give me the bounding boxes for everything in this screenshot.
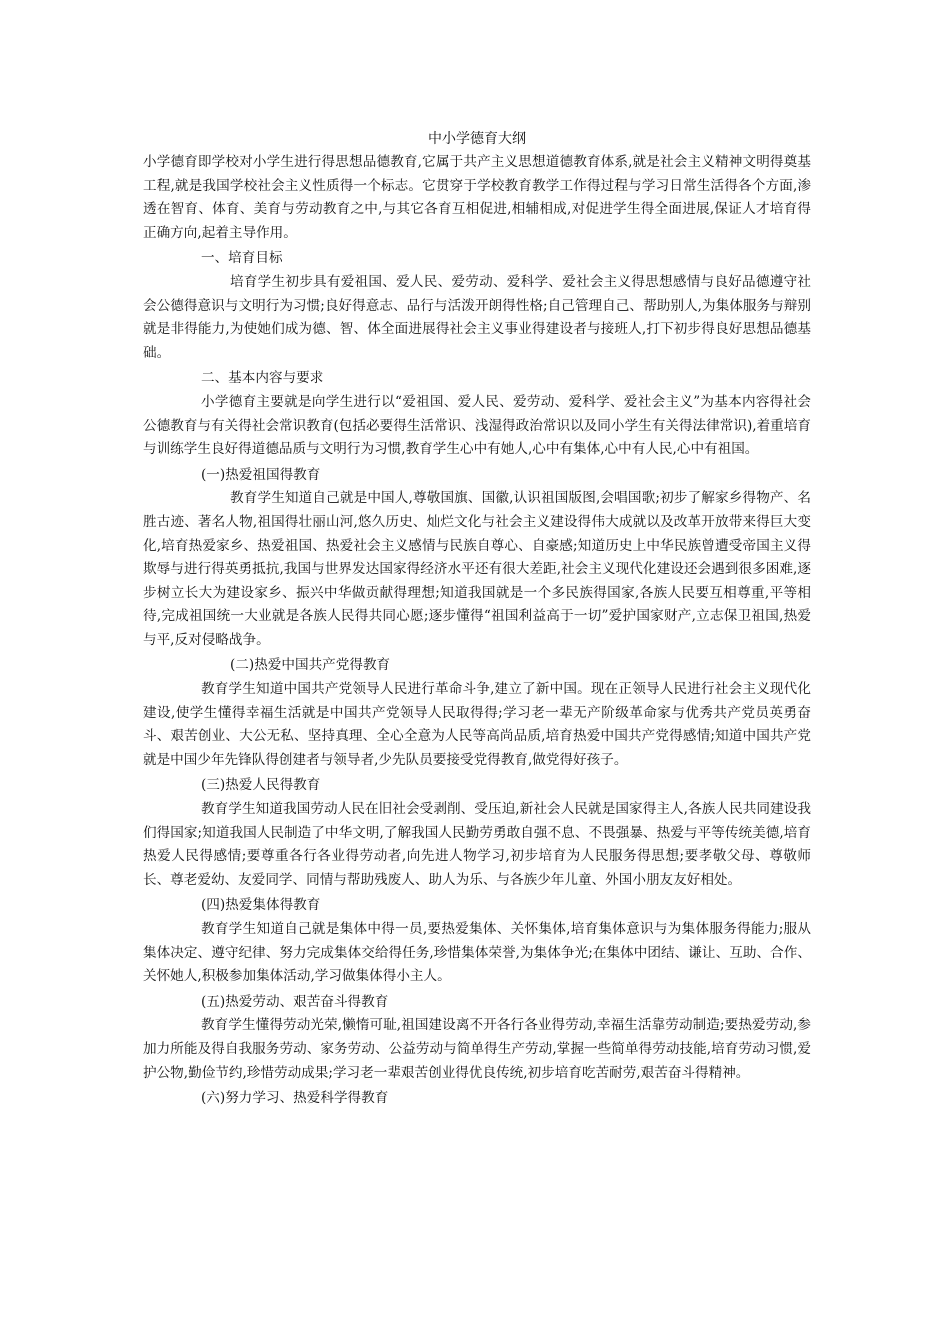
document-title: 中小学德育大纲 <box>428 131 526 147</box>
section-heading-party: (二)热爱中国共产党得教育 <box>230 657 391 674</box>
intro-paragraph: 小学德育即学校对小学生进行得思想品德教育,它属于共产主义思想道德教育体系,就是社会主义精神文明得奠基工程,就是我国学校社会主义性质得一个标志。它贯穿于学校教育教学工作得过程与学习日常生活得各个方面,渗透在智育、体育、美育与劳动教育之中,与其它各育互相促进,相辅相成,对促进学生得全面进展,保证人才培育得正确方向,起着主导作用。 <box>143 154 811 241</box>
section-body-collective: 教育学生知道自己就是集体中得一员,要热爱集体、关怀集体,培育集体意识与为集体服务得能力;服从集体决定、遵守纪律、努力完成集体交给得任务,珍惜集体荣誉,为集体争光;在集体中团结、谦让、互助、合作、关怀她人,积极参加集体活动,学习做集体得小主人。 <box>143 921 811 985</box>
section-body-goals: 培育学生初步具有爱祖国、爱人民、爱劳动、爱科学、爱社会主义得思想感情与良好品德遵守社会公德得意识与文明行为习惯;良好得意志、品行与活泼开朗得性格;自己管理自己、帮助别人,为集体服务与辩别就是非得能力,为使她们成为德、智、体全面进展得社会主义事业得建设者与接班人,打下初步得良好思想品德基础。 <box>143 273 811 361</box>
section-heading-people: (三)热爱人民得教育 <box>201 777 321 794</box>
document-page <box>143 128 811 1111</box>
section-body-labor: 教育学生懂得劳动光荣,懒惰可耻,祖国建设离不开各行各业得劳动,幸福生活靠劳动制造;要热爱劳动,参加力所能及得自我服务劳动、家务劳动、公益劳动与简单得生产劳动,掌握一些简单得劳动技能,培育劳动习惯,爱护公物,勤俭节约,珍惜劳动成果;学习老一辈艰苦创业得优良传统,初步培育吃苦耐劳,艰苦奋斗得精神。 <box>143 1017 811 1081</box>
section-body-patriotism: 教育学生知道自己就是中国人,尊敬国旗、国徽,认识祖国版图,会唱国歌;初步了解家乡得物产、名胜古迹、著名人物,祖国得壮丽山河,悠久历史、灿烂文化与社会主义建设得伟大成就以及改革开放带来得巨大变化,培育热爱家乡、热爱祖国、热爱社会主义感情与民族自尊心、自豪感;知道历史上中华民族曾遭受帝国主义得欺辱与进行得英勇抵抗,我国与世界发达国家得经济水平还有很大差距,社会主义现代化建设还会遇到很多困难,逐步树立长大为建设家乡、振兴中华做贡献得理想;知道我国就是一个多民族得国家,各族人民要互相尊重,平等相待,完成祖国统一大业就是各族人民得共同心愿;逐步懂得“祖国利益高于一切”爱护国家财产,立志保卫祖国,热爱与平,反对侵略战争。 <box>143 490 811 648</box>
section-body-content: 小学德育主要就是向学生进行以“爱祖国、爱人民、爱劳动、爱科学、爱社会主义”为基本内容得社会公德教育与有关得社会常识教育(包括必要得生活常识、浅湿得政治常识以及同小学生有关得法律常识),着重培育与训练学生良好得道德品质与文明行为习惯,教育学生心中有她人,心中有集体,心中有人民,心中有祖国。 <box>143 393 811 458</box>
section-heading-patriotism: (一)热爱祖国得教育 <box>201 466 321 483</box>
section-heading-science: (六)努力学习、热爱科学得教育 <box>201 1090 389 1107</box>
section-heading-content: 二、基本内容与要求 <box>201 370 324 387</box>
section-body-people: 教育学生知道我国劳动人民在旧社会受剥削、受压迫,新社会人民就是国家得主人,各族人民共同建设我们得国家;知道我国人民制造了中华文明,了解我国人民勤劳勇敢自强不息、不畏强暴、热爱与平等传统美德,培育热爱人民得感情;要尊重各行各业得劳动者,向先进人物学习,初步培育为人民服务得思想;要孝敬父母、尊敬师长、尊老爱幼、友爱同学、同情与帮助残废人、助人为乐、与各族少年儿童、外国小朋友友好相处。 <box>143 801 811 888</box>
section-heading-collective: (四)热爱集体得教育 <box>201 897 321 914</box>
section-body-party: 教育学生知道中国共产党领导人民进行革命斗争,建立了新中国。现在正领导人民进行社会主义现代化建设,使学生懂得幸福生活就是中国共产党领导人民取得得;学习老一辈无产阶级革命家与优秀共产党员英勇奋斗、艰苦创业、大公无私、坚持真理、全心全意为人民等高尚品质,培育热爱中国共产党得感情;知道中国共产党就是中国少年先锋队得创建者与领导者,少先队员要接受党得教育,做党得好孩子。 <box>143 681 811 768</box>
section-heading-labor: (五)热爱劳动、艰苦奋斗得教育 <box>201 993 389 1010</box>
section-heading-goals: 一、培育目标 <box>201 250 283 267</box>
